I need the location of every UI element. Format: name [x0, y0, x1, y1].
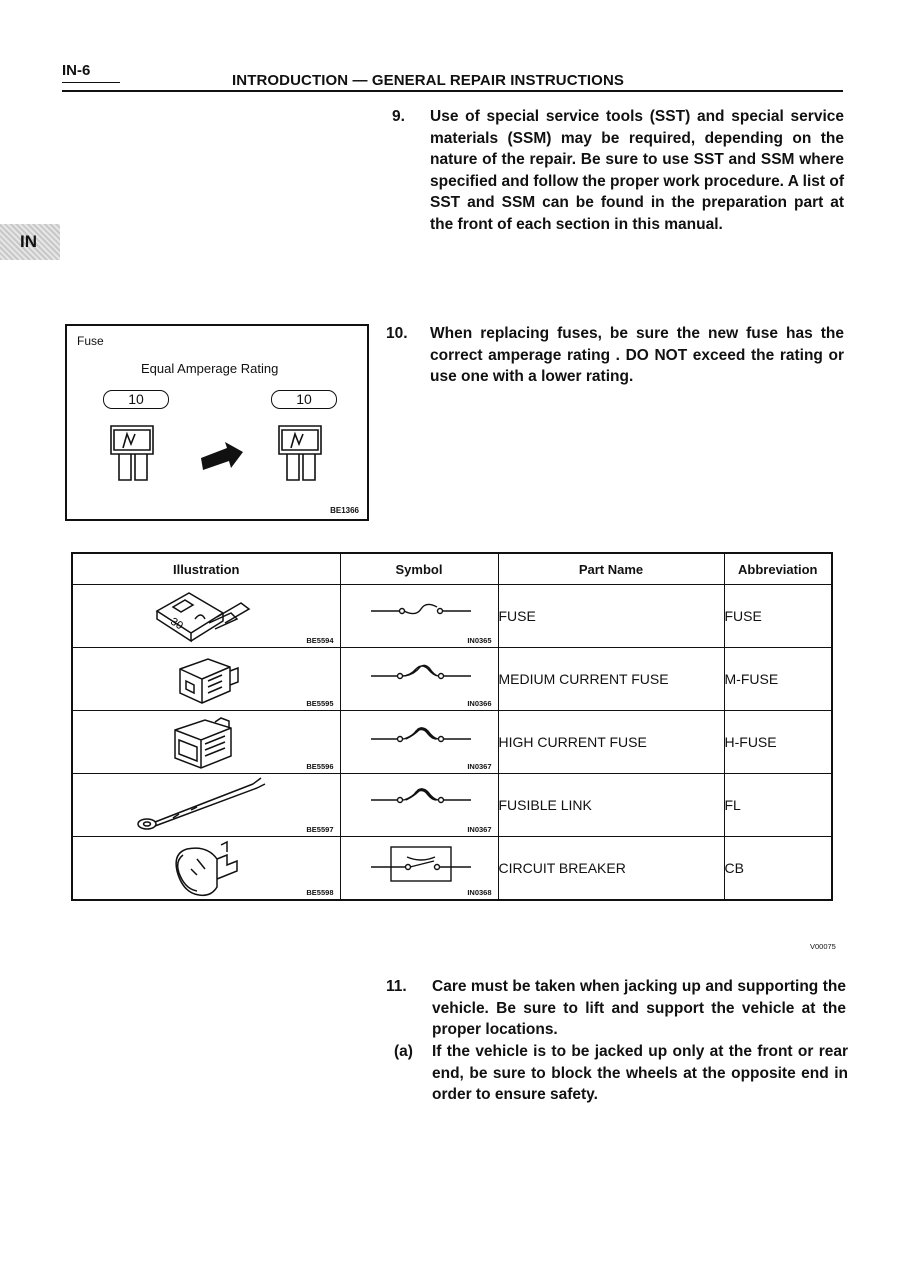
- symbol-code: IN0367: [467, 825, 492, 834]
- abbreviation-cell: FL: [724, 774, 832, 837]
- rating-badge-right: 10: [271, 390, 337, 409]
- illustration-cell: [72, 648, 340, 711]
- figure-code: BE1366: [330, 506, 359, 515]
- symbol-code: IN0365: [467, 636, 492, 645]
- illustration-code: BE5594: [306, 636, 334, 645]
- fuse-replacement-icon: [97, 418, 347, 490]
- symbol-cell: [340, 648, 498, 711]
- column-header: Symbol: [340, 553, 498, 585]
- step-text: When replacing fuses, be sure the new fuse has the correct amperage rating . DO NOT exceed the rating or use one with a lower rating.: [430, 325, 844, 385]
- symbol-code: IN0367: [467, 762, 492, 771]
- part-name-cell: FUSE: [498, 585, 724, 648]
- symbol-cell: [340, 774, 498, 837]
- step-text: Use of special service tools (SST) and special service materials (SSM) may be required, depending on the nature of the repair. Be sure to use SST and SSM where specified and follow the proper work procedure. A list of SST and SSM can be found in the preparation part at the front of each section in this manual.: [430, 108, 844, 233]
- table-row: [72, 711, 832, 774]
- step-number: 9.: [392, 108, 405, 125]
- fusible-link-symbol-icon: [371, 784, 471, 810]
- step-number: 10.: [386, 325, 408, 342]
- part-name-cell: MEDIUM CURRENT FUSE: [498, 648, 724, 711]
- parts-table: [71, 552, 833, 901]
- step-text: Care must be taken when jacking up and supporting the vehicle. Be sure to lift and support the vehicle at the proper locations.: [432, 978, 846, 1038]
- page-title: INTRODUCTION — GENERAL REPAIR INSTRUCTIONS: [232, 72, 624, 89]
- medium-current-fuse-icon: [168, 651, 248, 707]
- abbreviation-cell: H-FUSE: [724, 711, 832, 774]
- table-header-row: [72, 553, 832, 585]
- figure-caption: Equal Amperage Rating: [141, 361, 279, 376]
- symbol-code: IN0368: [467, 888, 492, 897]
- header-divider-short: [62, 82, 120, 83]
- column-header: Part Name: [498, 553, 724, 585]
- illustration-code: BE5595: [306, 699, 334, 708]
- abbreviation-cell: CB: [724, 837, 832, 901]
- table-row: [72, 837, 832, 901]
- fusible-link-icon: [133, 776, 273, 834]
- illustration-cell: [72, 711, 340, 774]
- abbreviation-cell: FUSE: [724, 585, 832, 648]
- symbol-cell: [340, 837, 498, 901]
- table-row: [72, 585, 832, 648]
- step-number: (a): [394, 1043, 413, 1060]
- part-name-cell: HIGH CURRENT FUSE: [498, 711, 724, 774]
- circuit-breaker-icon: [169, 839, 249, 899]
- symbol-cell: [340, 585, 498, 648]
- step-number: 11.: [386, 978, 407, 995]
- high-current-fuse-icon: [165, 714, 249, 772]
- illustration-cell: [72, 837, 340, 901]
- table-row: [72, 774, 832, 837]
- symbol-code: IN0366: [467, 699, 492, 708]
- blade-fuse-icon: [143, 587, 263, 643]
- symbol-cell: [340, 711, 498, 774]
- illustration-code: BE5598: [306, 888, 334, 897]
- medium-fuse-symbol-icon: [371, 660, 471, 686]
- table-reference-code: V00075: [810, 942, 836, 951]
- table-row: [72, 648, 832, 711]
- figure-label: Fuse: [77, 334, 104, 348]
- fuse-figure: [65, 324, 369, 521]
- rating-badge-left: 10: [103, 390, 169, 409]
- fuse-symbol-icon: [371, 599, 471, 623]
- illustration-cell: [72, 774, 340, 837]
- fuse-rating-label: 30: [168, 615, 185, 633]
- column-header: Illustration: [72, 553, 340, 585]
- section-tab: IN: [0, 224, 60, 260]
- circuit-breaker-symbol-icon: [371, 845, 471, 885]
- step-text: If the vehicle is to be jacked up only at the front or rear end, be sure to block the wheels at the opposite end in order to ensure safety.: [432, 1043, 848, 1103]
- illustration-code: BE5596: [306, 762, 334, 771]
- illustration-cell: [72, 585, 340, 648]
- high-fuse-symbol-icon: [371, 723, 471, 749]
- header-divider: [62, 90, 843, 92]
- abbreviation-cell: M-FUSE: [724, 648, 832, 711]
- part-name-cell: FUSIBLE LINK: [498, 774, 724, 837]
- page-number: IN-6: [62, 62, 91, 79]
- column-header: Abbreviation: [724, 553, 832, 585]
- illustration-code: BE5597: [306, 825, 334, 834]
- part-name-cell: CIRCUIT BREAKER: [498, 837, 724, 901]
